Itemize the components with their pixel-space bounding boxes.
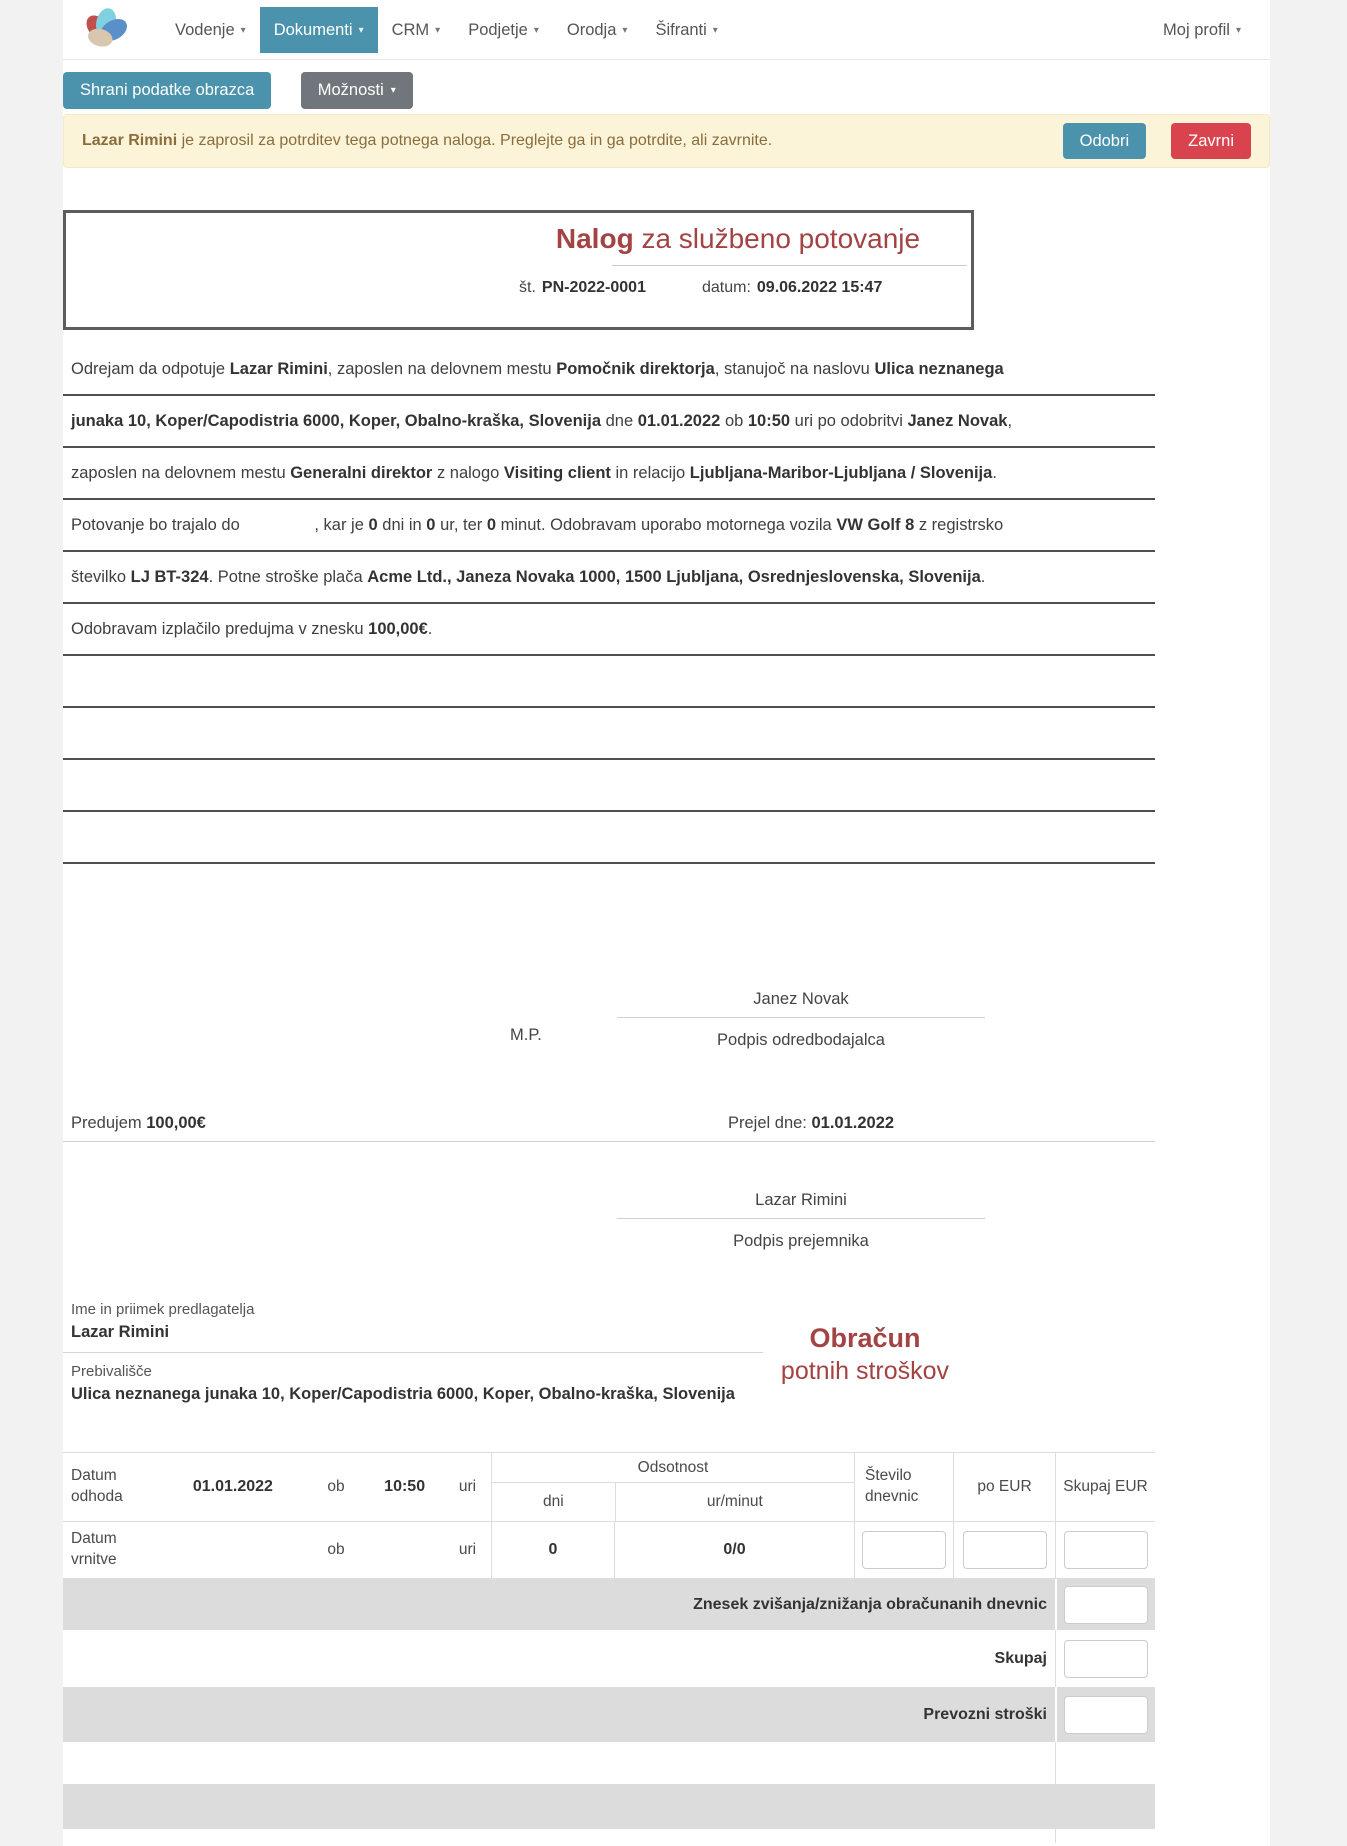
at-label: ob: [327, 1541, 345, 1558]
advance-value: 100,00€: [146, 1114, 206, 1132]
allowances-column-header: Število dnevnic: [854, 1453, 953, 1521]
received-date: [728, 1114, 894, 1133]
per-eur-column-header: po EUR: [953, 1453, 1055, 1521]
nav-item-crm[interactable]: [378, 7, 455, 53]
claimant-name-label: Ime in priimek predlagatelja: [71, 1301, 255, 1318]
nav-item-moj-profil[interactable]: [1149, 7, 1255, 53]
total-row: [63, 1630, 1155, 1687]
toolbar: [63, 60, 1270, 109]
document-title: [509, 223, 967, 255]
recipient-signature-column: [617, 1191, 985, 1251]
nav-item-dokumenti[interactable]: [260, 7, 378, 53]
document-meta: [509, 266, 967, 297]
total-label: Skupaj: [994, 1649, 1047, 1667]
recipient-signature-block: [63, 1142, 1155, 1261]
absence-group-cell: [491, 1453, 854, 1521]
recipient-name: Lazar Rimini: [617, 1191, 985, 1219]
per-eur-input[interactable]: [963, 1531, 1047, 1569]
received-date-value: 01.01.2022: [811, 1114, 895, 1132]
order-text-line: Potovanje bo trajalo do , kar je 0 dni in 0 ur, ter 0 minut. Odobravam uporabo motornega vozila VW Golf 8 z registrsko: [63, 500, 1155, 552]
document-number-label: št.: [519, 279, 536, 296]
approver-signature-block: [63, 934, 1155, 1064]
nav-item-sifranti[interactable]: [641, 7, 731, 53]
chevron-down-icon: ▾: [358, 24, 364, 36]
app-logo[interactable]: [77, 7, 135, 53]
order-text-line-empty: [63, 656, 1155, 708]
expense-table: [63, 1452, 1155, 1843]
total-input[interactable]: [1064, 1640, 1148, 1678]
page-container: [63, 0, 1270, 1846]
transport-costs-row: [63, 1687, 1155, 1742]
order-text-line: zaposlen na delovnem mestu Generalni direktor z nalogo Visiting client in relacijo Ljubljana-Maribor-Ljubljana / Slovenija .: [63, 448, 1155, 500]
approve-button[interactable]: Odobri: [1063, 123, 1147, 159]
expense-report-title: [740, 1323, 990, 1386]
order-text-line-empty: [63, 760, 1155, 812]
document-header-box: [63, 210, 974, 330]
nav-item-label: Moj profil: [1163, 20, 1230, 39]
chevron-down-icon: ▾: [1235, 24, 1241, 36]
document-head: [509, 223, 967, 297]
document-number: PN-2022-0001: [541, 279, 646, 296]
mp-stamp-label: M.P.: [510, 1026, 542, 1044]
nav-item-podjetje[interactable]: [454, 7, 553, 53]
document-title-rest: za službeno potovanje: [633, 223, 921, 254]
order-body-text: [63, 344, 1155, 864]
transport-costs-label: Prevozni stroški: [923, 1705, 1047, 1723]
alert-message: [82, 132, 1063, 150]
approver-signature-caption: Podpis odredbodajalca: [717, 1031, 885, 1049]
adjustment-label: Znesek zvišanja/znižanja obračunanih dnevnic: [693, 1595, 1047, 1613]
return-cell: [63, 1522, 491, 1578]
approver-signature-column: [617, 990, 985, 1050]
document-date-label: datum:: [701, 279, 751, 296]
departure-time: 10:50: [384, 1478, 426, 1495]
chevron-down-icon: ▾: [533, 24, 539, 36]
save-form-button[interactable]: Shrani podatke obrazca: [63, 72, 271, 109]
claimant-residence-label: Prebivališče: [71, 1363, 152, 1380]
options-button-label: Možnosti: [317, 81, 384, 99]
claimant-section: [63, 1301, 1155, 1404]
transport-costs-input[interactable]: [1064, 1696, 1148, 1734]
hours-minutes-column-header: ur/minut: [615, 1483, 854, 1521]
nav-item-label: Vodenje: [175, 20, 235, 39]
days-value: 0: [491, 1522, 614, 1578]
document-date: 09.06.2022 15:47: [756, 279, 883, 296]
order-text-line: številko LJ BT-324 . Potne stroške plača Acme Ltd., Janeza Novaka 1000, 1500 Ljubljana, Osrednjeslovenska, Slovenija .: [63, 552, 1155, 604]
reject-button[interactable]: Zavrni: [1171, 123, 1251, 159]
claimant-info: [63, 1301, 763, 1404]
approval-alert: [63, 114, 1270, 168]
absence-label: Odsotnost: [492, 1453, 854, 1483]
allowances-count-input[interactable]: [862, 1531, 946, 1569]
chevron-down-icon: ▾: [390, 85, 396, 96]
order-text-line: Odrejam da odpotuje Lazar Rimini , zaposlen na delovnem mestu Pomočnik direktorja , stanujoč na naslovu Ulica neznanega: [63, 344, 1155, 396]
approver-name: Janez Novak: [617, 990, 985, 1018]
alert-requester-name: Lazar Rimini: [82, 132, 178, 149]
nav-item-label: CRM: [391, 20, 430, 39]
adjustment-row: [63, 1579, 1155, 1630]
expense-title-line2: potnih stroškov: [780, 1357, 950, 1385]
hours-minutes-value: 0/0: [614, 1522, 854, 1578]
order-text-line-empty: [63, 812, 1155, 864]
hour-label: uri: [458, 1541, 477, 1558]
expense-table-header-row: [63, 1452, 1155, 1522]
departure-label: Datum odhoda: [71, 1467, 123, 1505]
alert-message-text: je zaprosil za potrditev tega potnega naloga. Preglejte ga in ga potrdite, ali zavrnite.: [177, 132, 773, 149]
advance-row: [63, 1114, 1155, 1142]
at-label: ob: [327, 1478, 345, 1495]
table-bottom-sliver: [63, 1829, 1155, 1843]
departure-date: 01.01.2022: [192, 1478, 273, 1495]
return-row: [63, 1522, 1155, 1579]
document-title-bold: Nalog: [555, 223, 634, 254]
chevron-down-icon: ▾: [240, 24, 246, 36]
total-eur-column-header: Skupaj EUR: [1055, 1453, 1155, 1521]
chevron-down-icon: ▾: [435, 24, 441, 36]
total-eur-input[interactable]: [1064, 1531, 1148, 1569]
claimant-name: Lazar Rimini: [71, 1323, 170, 1341]
departure-cell: [63, 1453, 491, 1521]
nav-item-vodenje[interactable]: [161, 7, 260, 53]
nav-item-orodja[interactable]: [553, 7, 642, 53]
claimant-residence: Ulica neznanega junaka 10, Koper/Capodistria 6000, Koper, Obalno-kraška, Slovenija: [71, 1385, 735, 1403]
claimant-divider: [63, 1352, 763, 1353]
top-nav: [63, 0, 1270, 60]
expense-title-line1: Obračun: [809, 1323, 921, 1353]
empty-gray-row: [63, 1784, 1155, 1829]
order-text-line: junaka 10, Koper/Capodistria 6000, Koper, Obalno-kraška, Slovenija dne 01.01.2022 ob 10:50 uri po odobritvi Janez Novak ,: [63, 396, 1155, 448]
empty-row: [63, 1742, 1155, 1784]
recipient-signature-caption: Podpis prejemnika: [733, 1232, 869, 1250]
chevron-down-icon: ▾: [622, 24, 628, 36]
received-date-label: Prejel dne:: [728, 1114, 807, 1132]
order-text-line: Odobravam izplačilo predujma v znesku 100,00€ .: [63, 604, 1155, 656]
absence-subheaders: [492, 1483, 854, 1521]
advance-label: Predujem: [71, 1114, 142, 1132]
hour-label: uri: [458, 1478, 477, 1495]
chevron-down-icon: ▾: [712, 24, 718, 36]
nav-item-label: Dokumenti: [273, 20, 353, 39]
order-text-line-empty: [63, 708, 1155, 760]
options-button[interactable]: [301, 72, 413, 109]
nav-item-label: Šifranti: [655, 20, 707, 39]
return-label: Datum vrnitve: [71, 1530, 117, 1568]
nav-item-label: Orodja: [566, 20, 617, 39]
nav-item-label: Podjetje: [468, 20, 528, 39]
adjustment-input[interactable]: [1064, 1586, 1148, 1624]
days-column-header: dni: [542, 1493, 564, 1510]
